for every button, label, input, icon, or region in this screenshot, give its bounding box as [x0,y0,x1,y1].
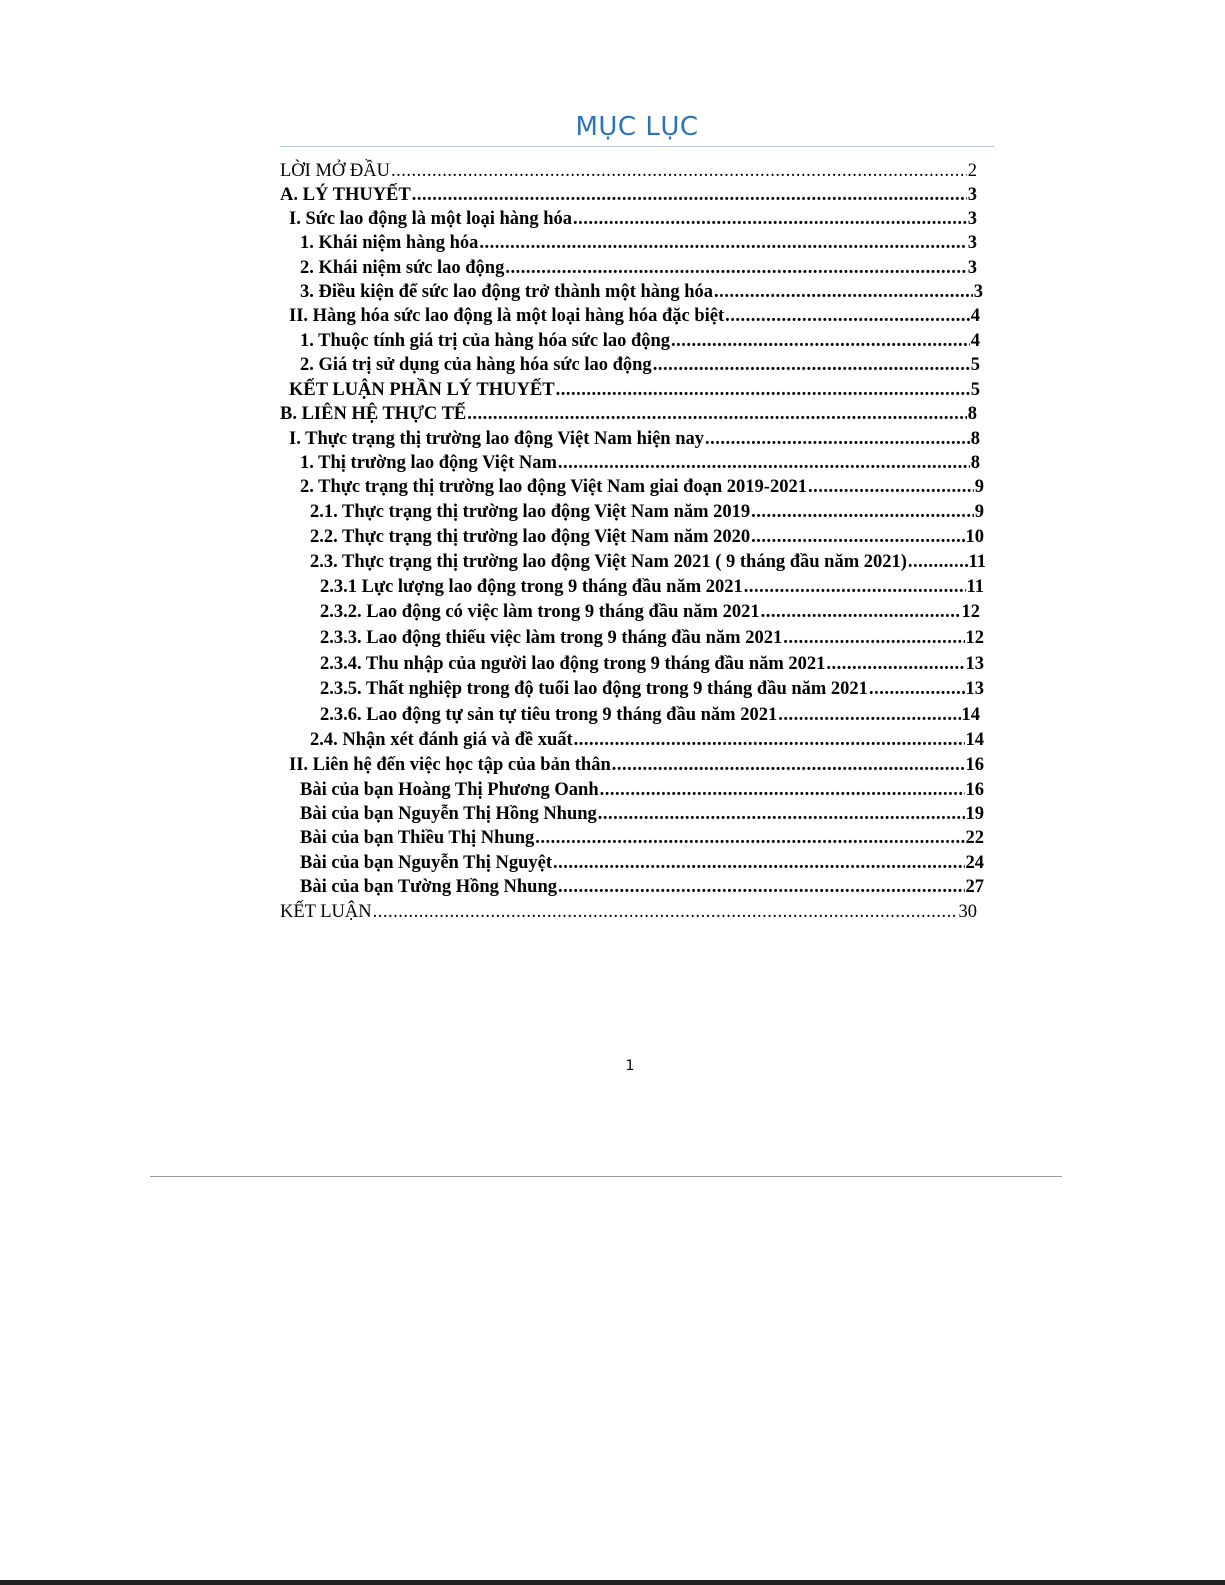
dot-leader [725,305,970,327]
dot-leader [744,576,966,598]
toc-entry-bai-oanh[interactable] [300,776,984,801]
toc-entry-text: I. Thực trạng thị trường lao động Việt Nam hiện nay [289,429,704,449]
toc-entry-page: 3 [967,185,977,205]
toc-entry-page: 30 [958,902,977,922]
dot-leader [373,901,958,923]
toc-entry-bai-tuong-nhung[interactable] [300,873,984,898]
dot-leader [391,160,967,182]
toc-entry-nam-2019[interactable] [310,498,984,523]
dot-leader [412,184,967,206]
bottom-edge [0,1580,1225,1585]
dot-leader [908,551,968,573]
dot-leader [751,501,974,523]
toc-entry-2-3-5[interactable] [320,675,984,700]
toc-entry-text: B. LIÊN HỆ THỰC TẾ [280,404,467,424]
toc-entry-nam-2020[interactable] [310,523,984,548]
toc-entry-page: 11 [966,577,984,597]
toc-entry-page: 24 [965,853,984,873]
toc-entry-suc-lao-dong[interactable] [289,205,977,230]
dot-leader [574,729,965,751]
toc-entry-page: 8 [967,404,977,424]
toc-entry-page: 16 [965,755,984,775]
dot-leader [761,601,961,623]
toc-entry-2-3-3[interactable] [320,624,984,649]
dot-leader [714,281,973,303]
toc-entry-lien-he-hoc-tap[interactable] [289,751,984,776]
dot-leader [505,257,966,279]
toc-entry-thuc-trang[interactable] [289,425,980,450]
toc-entry-text: 1. Thuộc tính giá trị của hàng hóa sức lao động [300,331,671,351]
toc-entry-text: KẾT LUẬN PHẦN LÝ THUYẾT [289,380,555,400]
toc-entry-page: 4 [970,331,980,351]
dot-leader [535,827,964,849]
toc-entry-text: 2.4. Nhận xét đánh giá và đề xuất [310,730,573,750]
toc-entry-text: Bài của bạn Hoàng Thị Phương Oanh [300,780,599,800]
toc-entry-page: 3 [967,258,977,278]
toc-entry-page: 13 [965,654,984,674]
dot-leader [573,208,967,230]
toc-entry-2-3-1[interactable] [320,573,984,598]
toc-entry-text: 2.3.1 Lực lượng lao động trong 9 tháng đầu năm 2021 [320,577,743,597]
dot-leader [612,754,965,776]
toc-entry-page: 27 [965,877,984,897]
toc-entry-ket-luan[interactable] [280,898,977,923]
toc-entry-bai-hong-nhung[interactable] [300,800,984,825]
toc-entry-text: 2.2. Thực trạng thị trường lao động Việt Nam năm 2020 [310,527,751,547]
toc-entry-text: II. Liên hệ đến việc học tập của bản thân [289,755,611,775]
dot-leader [783,627,964,649]
toc-entry-page: 19 [965,804,984,824]
toc-entry-thi-truong[interactable] [300,449,980,474]
toc-entry-loi-mo-dau[interactable] [280,157,977,182]
toc-entry-text: 2.1. Thực trạng thị trường lao động Việt Nam năm 2019 [310,502,751,522]
toc-entry-text: Bài của bạn Tường Hồng Nhung [300,877,557,897]
toc-entry-text: 2. Thực trạng thị trường lao động Việt Nam giai đoạn 2019-2021 [300,477,807,497]
toc-entry-page: 9 [974,502,984,522]
toc-entry-page: 8 [970,429,980,449]
toc-entry-text: 2.3.2. Lao động có việc làm trong 9 tháng đầu năm 2021 [320,602,760,622]
dot-leader [751,526,964,548]
dot-leader [808,476,974,498]
toc-entry-giai-doan[interactable] [300,473,984,498]
title-underline [280,146,994,147]
toc-entry-gia-tri-su-dung[interactable] [300,351,980,376]
page-separator [150,1176,1062,1177]
toc-entry-text: 2.3. Thực trạng thị trường lao động Việt Nam 2021 ( 9 tháng đầu năm 2021) [310,552,907,572]
toc-entry-text: 2.3.4. Thu nhập của người lao động trong 9 tháng đầu năm 2021 [320,654,826,674]
toc-entry-text: 2. Khái niệm sức lao động [300,258,505,278]
toc-entry-page: 16 [965,780,984,800]
toc-entry-page: 3 [967,209,977,229]
dot-leader [467,403,966,425]
dot-leader [598,803,965,825]
dot-leader [558,452,970,474]
toc-entry-khai-niem-suc-lao-dong[interactable] [300,254,977,279]
toc-entry-text: I. Sức lao động là một loại hàng hóa [289,209,573,229]
dot-leader [479,232,966,254]
toc-entry-text: Bài của bạn Thiều Thị Nhung [300,828,535,848]
dot-leader [558,876,965,898]
toc-entry-page: 13 [965,679,984,699]
toc-entry-text: A. LÝ THUYẾT [280,185,411,205]
toc-entry-lien-he-thuc-te[interactable] [280,400,977,425]
toc-entry-ly-thuyet[interactable] [280,181,977,206]
toc-entry-page: 3 [973,282,983,302]
toc-entry-text: LỜI MỞ ĐẦU [280,161,390,181]
toc-entry-text: KẾT LUẬN [280,902,372,922]
toc-entry-2-3-6[interactable] [320,701,980,726]
toc-entry-text: 2.3.5. Thất nghiệp trong độ tuổi lao động trong 9 tháng đầu năm 2021 [320,679,868,699]
toc-title: MỤC LỤC [575,112,699,142]
toc-entry-page: 12 [961,602,980,622]
toc-entry-page: 10 [965,527,984,547]
toc-entry-page: 11 [968,552,986,572]
dot-leader [869,678,965,700]
toc-entry-text: Bài của bạn Nguyễn Thị Nguyệt [300,853,553,873]
toc-entry-page: 4 [970,306,980,326]
toc-entry-page: 14 [961,705,980,725]
toc-entry-bai-thieu-nhung[interactable] [300,824,984,849]
dot-leader [826,653,964,675]
toc-entry-page: 22 [965,828,984,848]
toc-entry-khai-niem-hang-hoa[interactable] [300,229,977,254]
toc-entry-2-3-2[interactable] [320,598,980,623]
toc-entry-text: Bài của bạn Nguyễn Thị Hồng Nhung [300,804,597,824]
toc-entry-2-4[interactable] [310,726,984,751]
page-number: 1 [625,1058,635,1074]
toc-entry-text: 2.3.6. Lao động tự sản tự tiêu trong 9 tháng đầu năm 2021 [320,705,778,725]
toc-entry-nam-2021[interactable] [310,548,986,573]
toc-entry-text: 2. Giá trị sử dụng của hàng hóa sức lao động [300,355,652,375]
dot-leader [553,852,964,874]
dot-leader [556,379,970,401]
toc-entry-page: 14 [965,730,984,750]
toc-entry-text: II. Hàng hóa sức lao động là một loại hàng hóa đặc biệt [289,306,725,326]
dot-leader [653,354,970,376]
toc-entry-text: 3. Điều kiện để sức lao động trở thành một hàng hóa [300,282,713,302]
toc-entry-ket-luan-ly-thuyet[interactable] [289,376,980,401]
toc-entry-thuoc-tinh-gia-tri[interactable] [300,327,980,352]
dot-leader [705,428,970,450]
toc-entry-bai-nguyet[interactable] [300,849,984,874]
toc-entry-page: 2 [967,161,977,181]
toc-entry-dieu-kien[interactable] [300,278,983,303]
toc-entry-page: 3 [967,233,977,253]
toc-entry-page: 8 [970,453,980,473]
toc-entry-text: 1. Khái niệm hàng hóa [300,233,479,253]
toc-entry-text: 1. Thị trường lao động Việt Nam [300,453,557,473]
dot-leader [671,330,970,352]
dot-leader [600,779,965,801]
toc-entry-text: 2.3.3. Lao động thiếu việc làm trong 9 tháng đầu năm 2021 [320,628,783,648]
toc-entry-page: 12 [965,628,984,648]
toc-entry-2-3-4[interactable] [320,650,984,675]
toc-entry-hang-hoa-dac-biet[interactable] [289,302,980,327]
toc-entry-page: 9 [974,477,984,497]
toc-entry-page: 5 [970,355,980,375]
dot-leader [778,704,960,726]
toc-entry-page: 5 [970,380,980,400]
